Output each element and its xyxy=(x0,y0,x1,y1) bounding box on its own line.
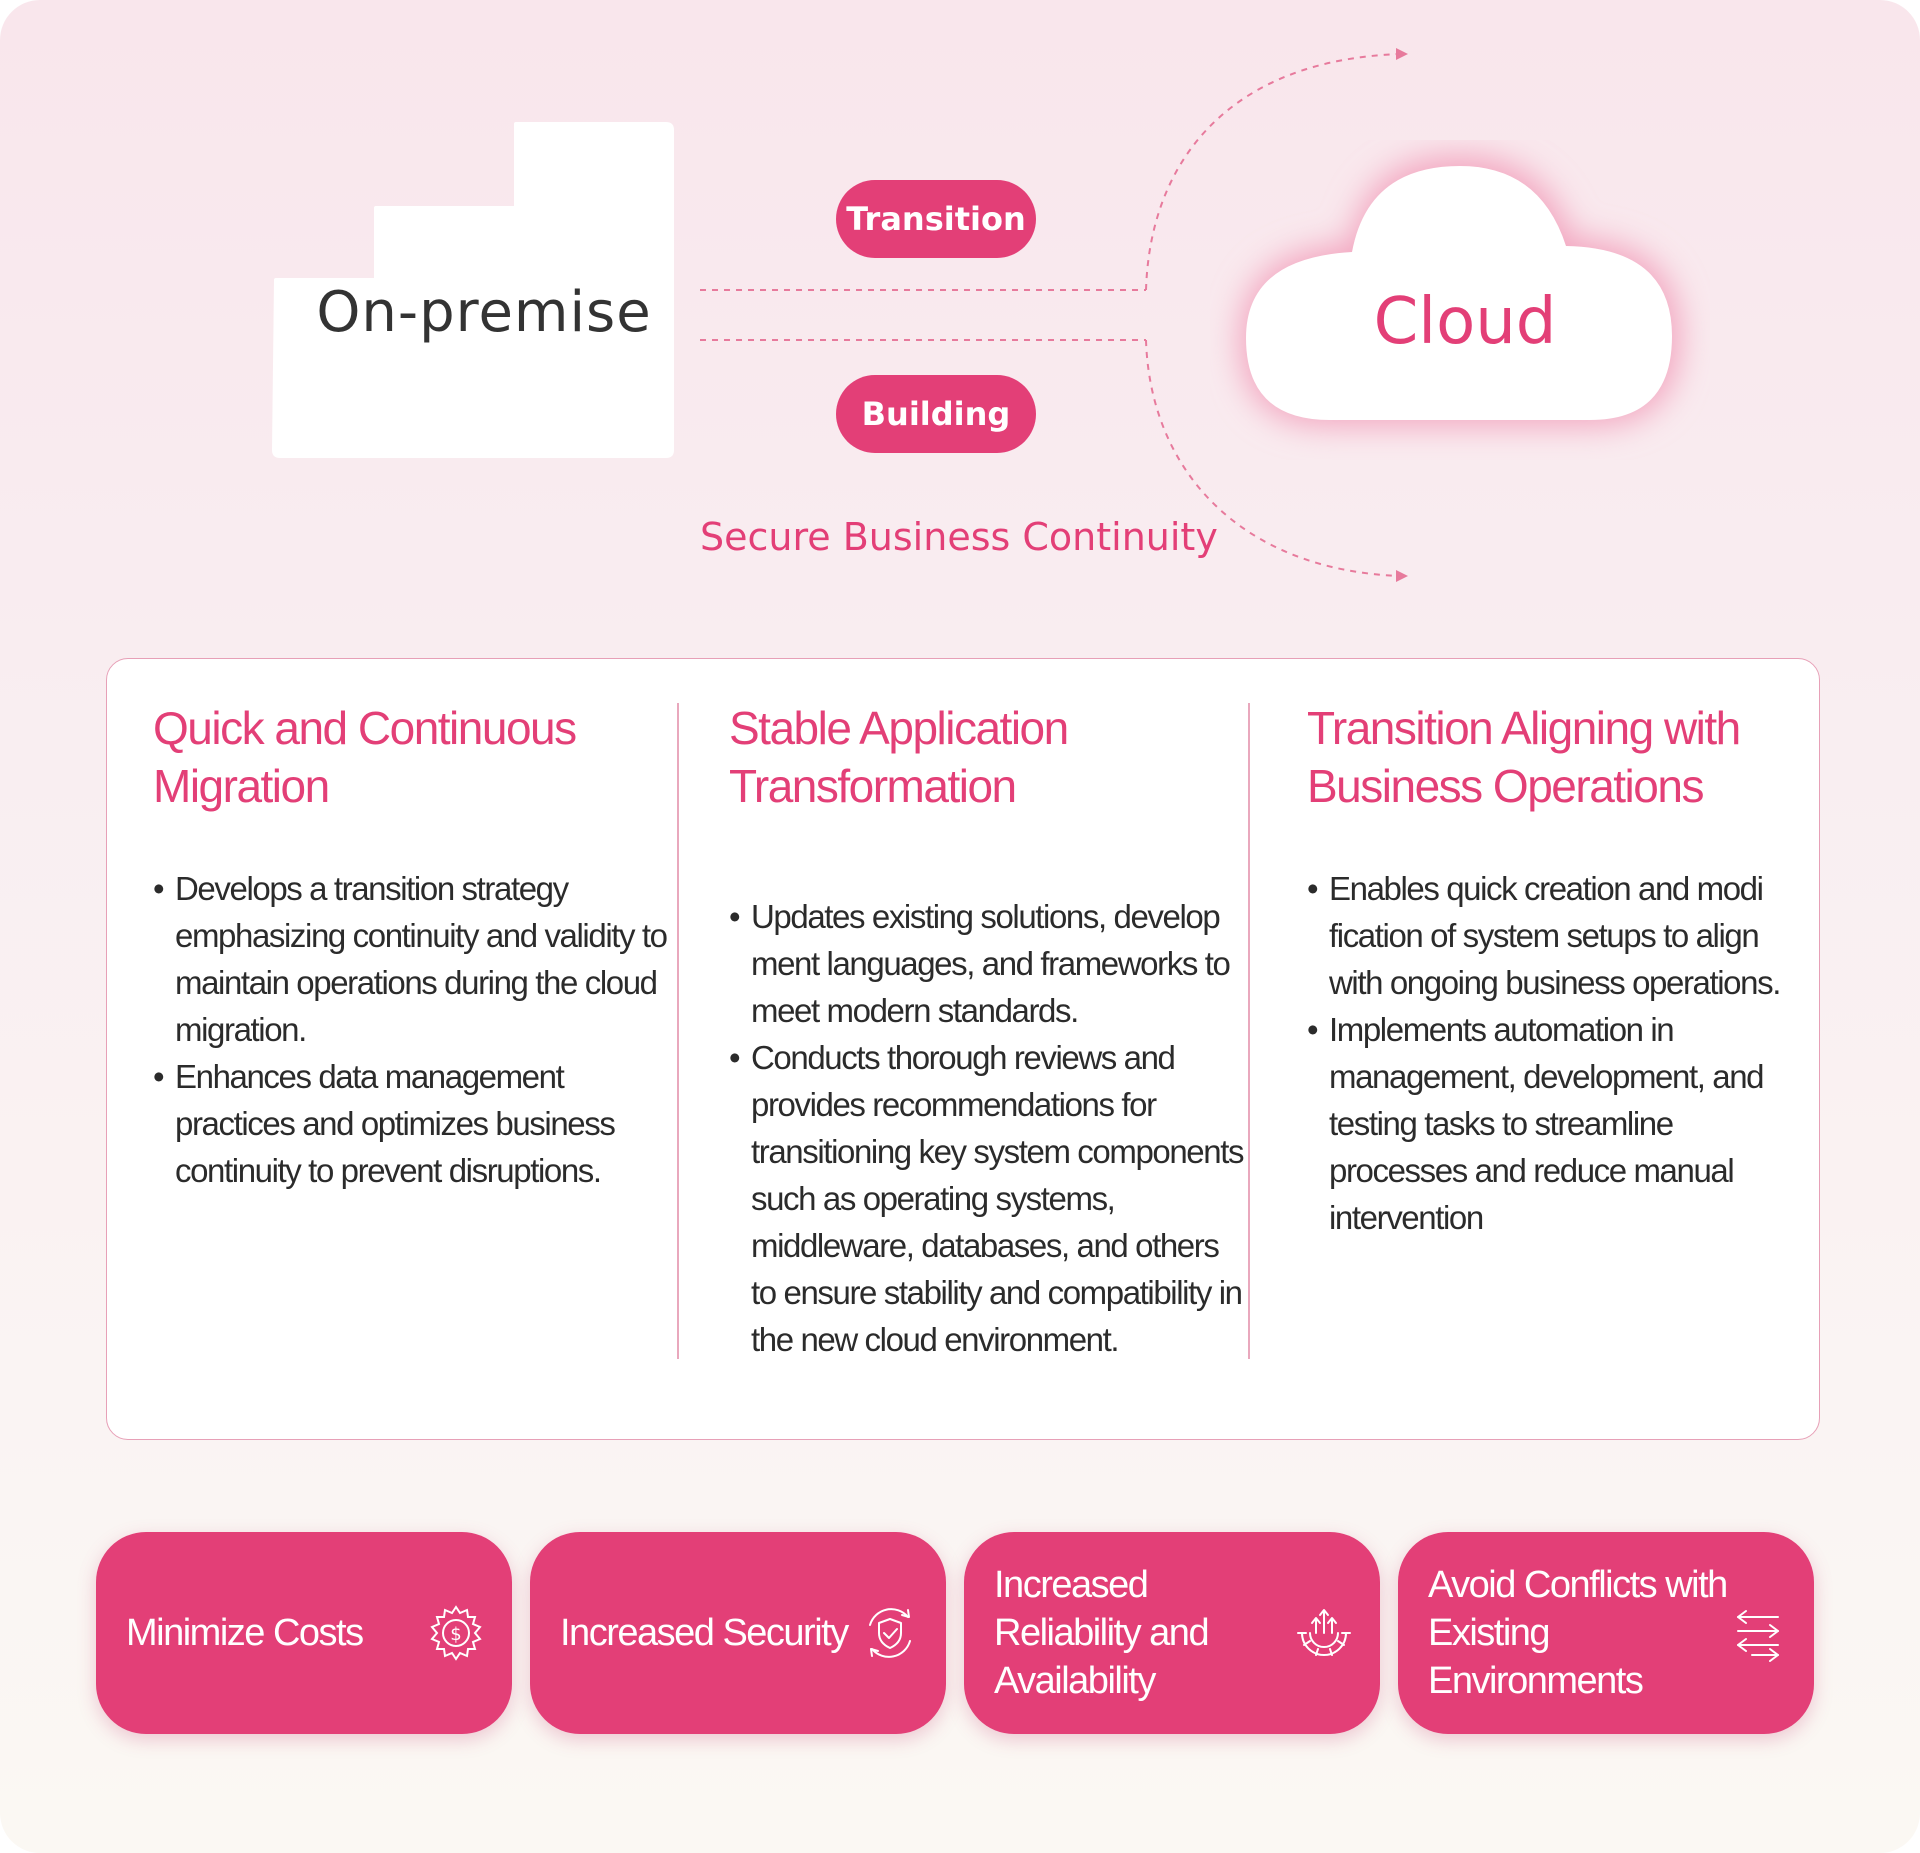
lower-arrowhead xyxy=(1396,570,1408,582)
benefit-label: Increased Security xyxy=(560,1612,848,1654)
benefit-tile-avoid-conflicts xyxy=(1398,1532,1814,1734)
bullet-item: • Implements automation in management, development, and testing tasks to streamline processes and reduce manual intervention xyxy=(1307,1006,1807,1241)
on-premise-label: On-premise xyxy=(316,280,652,345)
upper-arrowhead xyxy=(1396,48,1408,60)
feature-title: Stable Application Transformation xyxy=(729,702,1068,812)
benefit-tile-reliability-availability xyxy=(964,1532,1380,1734)
on-premise-block xyxy=(264,120,676,460)
feature-bullets xyxy=(153,865,673,1194)
benefit-label: Increased Reliability and Availability xyxy=(994,1564,1209,1702)
feature-column-business-operations xyxy=(1307,699,1807,1241)
feature-title: Quick and Continuous Migration xyxy=(153,702,576,812)
building-pill: Building xyxy=(836,375,1036,453)
features-card xyxy=(106,658,1820,1440)
bullet-item: • Conducts thorough reviews and provides recommendations for transitioning key system components such as operating systems, middleware, databases, and others to ensure stability and compatibility in the new cloud environment. xyxy=(729,1034,1249,1363)
feature-column-transformation xyxy=(729,699,1249,1363)
dollar-gear-icon xyxy=(426,1603,486,1663)
feature-bullets xyxy=(729,893,1249,1363)
feature-column-migration xyxy=(153,699,673,1194)
benefit-label: Avoid Conflicts with Existing Environments xyxy=(1428,1564,1727,1702)
bullet-item: • Enables quick creation and modi fication of system setups to align with ongoing business operations. xyxy=(1307,865,1807,1006)
column-divider xyxy=(677,703,679,1359)
secure-business-continuity-label: Secure Business Continuity xyxy=(700,515,1218,559)
gear-arrows-up-icon xyxy=(1294,1603,1354,1663)
cloud-label: Cloud xyxy=(1373,285,1557,359)
benefit-tile-increased-security xyxy=(530,1532,946,1734)
benefit-label: Minimize Costs xyxy=(126,1612,363,1654)
svg-text:$: $ xyxy=(450,1624,462,1645)
benefit-tile-minimize-costs xyxy=(96,1532,512,1734)
bullet-item: • Updates existing solutions, develop ment languages, and frameworks to meet modern standards. xyxy=(729,893,1249,1034)
transition-pill: Transition xyxy=(836,180,1036,258)
feature-title: Transition Aligning with Business Operations xyxy=(1307,702,1740,812)
swap-arrows-icon xyxy=(1728,1603,1788,1663)
feature-bullets xyxy=(1307,865,1807,1241)
bullet-item: • Enhances data management practices and optimizes business continuity to prevent disruptions. xyxy=(153,1053,673,1194)
bullet-item: • Develops a transition strategy emphasizing continuity and validity to maintain operations during the cloud migration. xyxy=(153,865,673,1053)
shield-check-icon xyxy=(860,1603,920,1663)
